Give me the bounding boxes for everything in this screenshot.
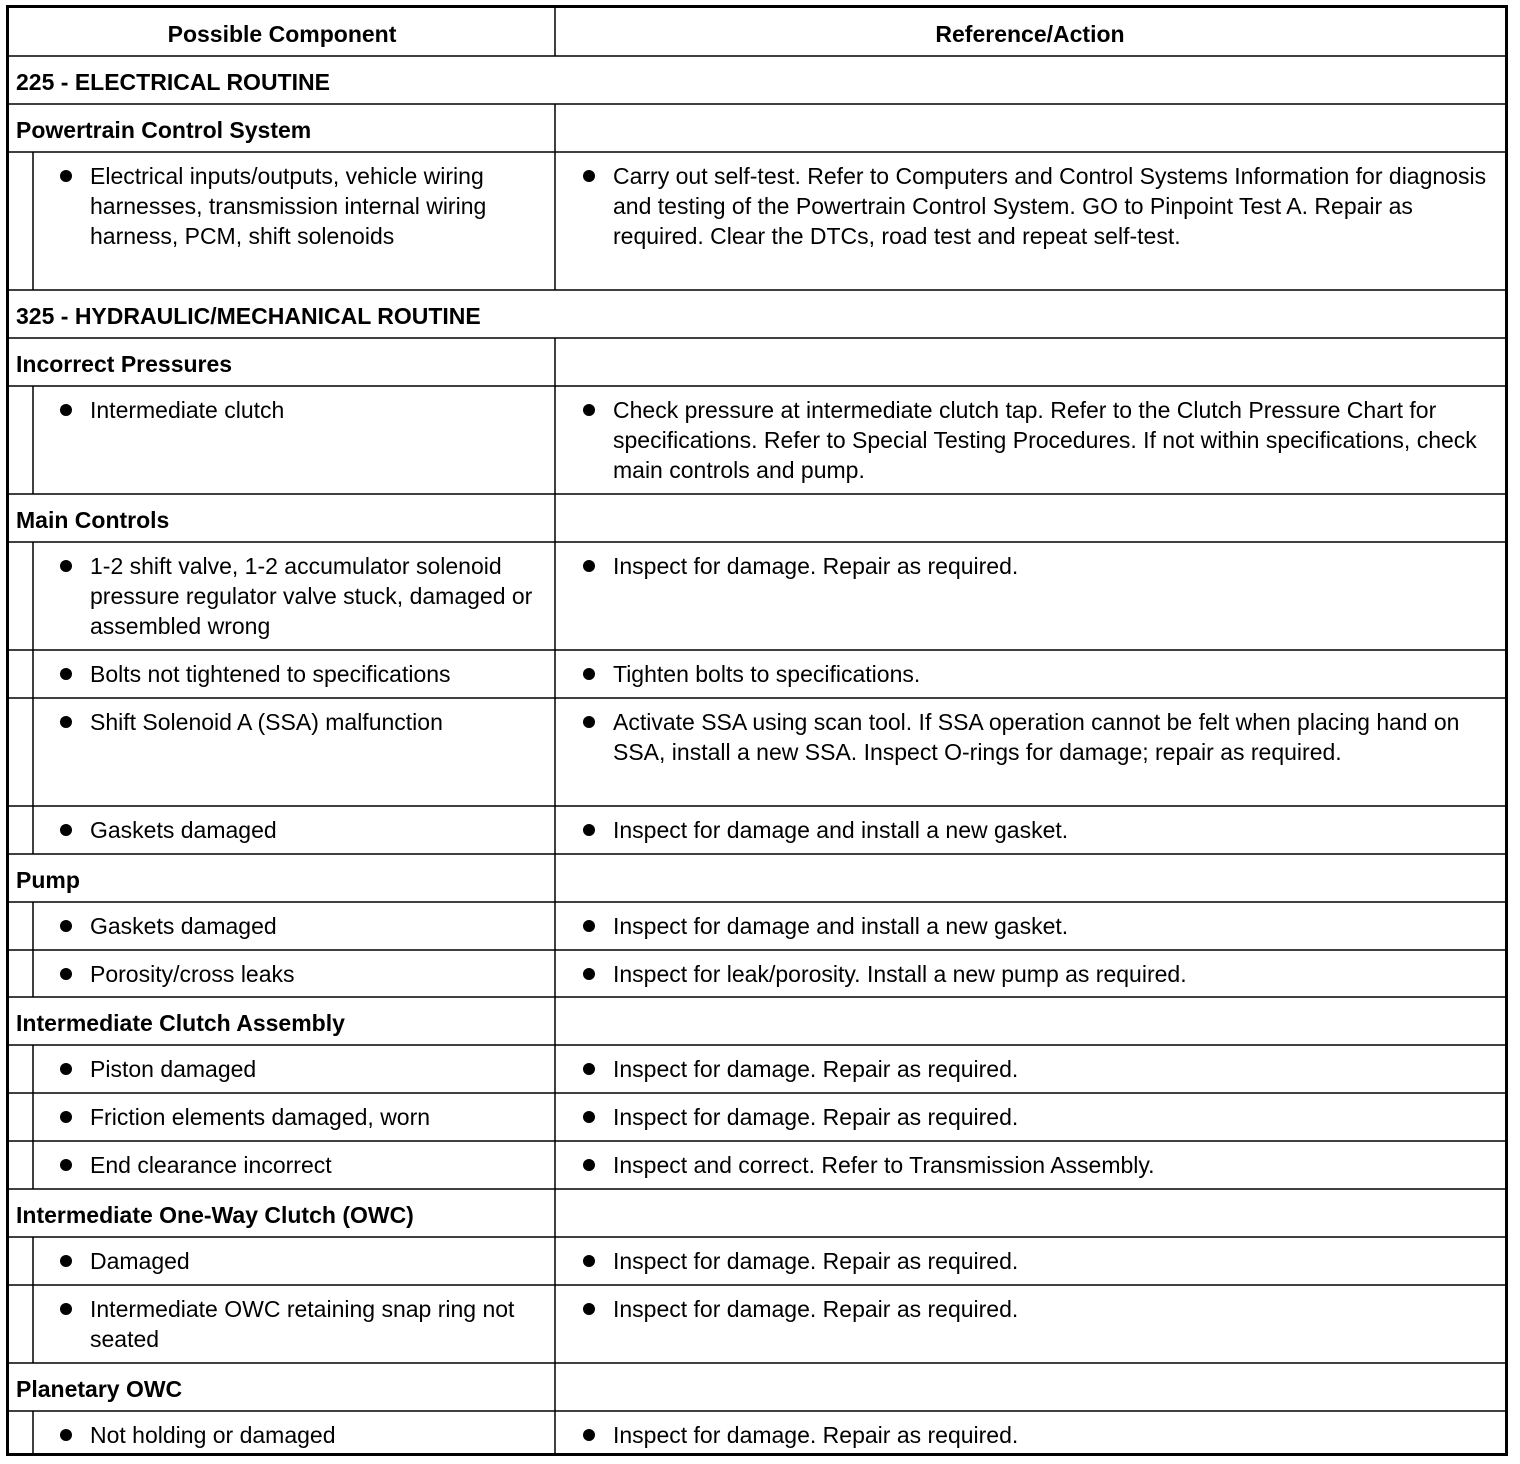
component-text: Damaged [90, 1248, 190, 1274]
bullet-icon [583, 668, 595, 680]
bullet-icon [60, 968, 72, 980]
group-row [9, 494, 1505, 542]
table-row [9, 1093, 1505, 1141]
bullet-icon [583, 170, 595, 182]
column-header-action: Reference/Action [935, 21, 1125, 47]
bullet-icon [60, 824, 72, 836]
action-text: Inspect for damage and install a new gasket. [613, 817, 1069, 843]
bullet-icon [583, 920, 595, 932]
table-header-row [9, 8, 1505, 56]
bullet-icon [60, 1111, 72, 1123]
bullet-icon [583, 404, 595, 416]
bullet-icon [60, 404, 72, 416]
bullet-icon [60, 1255, 72, 1267]
table-row [9, 806, 1505, 854]
group-row [9, 338, 1505, 386]
component-text: Not holding or damaged [90, 1422, 336, 1448]
action-text: Inspect for damage and install a new gasket. [613, 913, 1069, 939]
component-text: 1-2 shift valve, 1-2 accumulator solenoid pressure regulator valve stuck, damaged or assembled wrong [90, 553, 533, 639]
action-text: Inspect for damage. Repair as required. [613, 1104, 1019, 1130]
component-text: Gaskets damaged [90, 817, 277, 843]
group-row [9, 104, 1505, 152]
bullet-icon [583, 1159, 595, 1171]
component-text: Intermediate clutch [90, 397, 285, 423]
component-text: Gaskets damaged [90, 913, 277, 939]
section-heading: 225 - ELECTRICAL ROUTINE [16, 69, 330, 95]
bullet-icon [583, 1429, 595, 1441]
table-body [9, 8, 1505, 1453]
group-row [9, 1363, 1505, 1411]
bullet-icon [60, 668, 72, 680]
action-text: Inspect for damage. Repair as required. [613, 1056, 1019, 1082]
table-row [9, 542, 1505, 650]
table-row [9, 950, 1505, 997]
component-text: Friction elements damaged, worn [90, 1104, 431, 1130]
component-text: Bolts not tightened to specifications [90, 661, 451, 687]
action-text: Inspect and correct. Refer to Transmission Assembly. [613, 1152, 1155, 1178]
component-text: Shift Solenoid A (SSA) malfunction [90, 709, 443, 735]
component-text: Electrical inputs/outputs, vehicle wiring harnesses, transmission internal wiring harness, PCM, shift solenoids [90, 163, 487, 249]
group-heading: Intermediate Clutch Assembly [16, 1010, 345, 1036]
bullet-icon [60, 1063, 72, 1075]
group-heading: Intermediate One-Way Clutch (OWC) [16, 1202, 414, 1228]
table-row [9, 650, 1505, 698]
bullet-icon [60, 1429, 72, 1441]
section-row [9, 56, 1505, 104]
action-text: Carry out self-test. Refer to Computers and Control Systems Information for diagnosis and testing of the Powertrain Control System. GO to Pinpoint Test A. Repair as required. Clear the DTCs, road test and repeat self-test. [613, 163, 1487, 249]
action-text: Inspect for damage. Repair as required. [613, 553, 1019, 579]
bullet-icon [583, 1255, 595, 1267]
bullet-icon [583, 716, 595, 728]
bullet-icon [60, 170, 72, 182]
bullet-icon [583, 1111, 595, 1123]
bullet-icon [583, 824, 595, 836]
action-text: Inspect for damage. Repair as required. [613, 1248, 1019, 1274]
action-text: Inspect for damage. Repair as required. [613, 1296, 1019, 1322]
table-row [9, 1411, 1505, 1453]
action-text: Activate SSA using scan tool. If SSA operation cannot be felt when placing hand on SSA, install a new SSA. Inspect O-rings for damage; repair as required. [613, 709, 1460, 765]
table-row [9, 1285, 1505, 1363]
bullet-icon [60, 1303, 72, 1315]
component-text: Porosity/cross leaks [90, 961, 295, 987]
group-heading: Incorrect Pressures [16, 351, 233, 377]
action-text: Inspect for damage. Repair as required. [613, 1422, 1019, 1448]
group-row [9, 854, 1505, 902]
table-row [9, 698, 1505, 806]
section-row [9, 290, 1505, 338]
column-header-component: Possible Component [167, 21, 397, 47]
bullet-icon [60, 920, 72, 932]
group-heading: Main Controls [16, 507, 170, 533]
action-text: Inspect for leak/porosity. Install a new pump as required. [613, 961, 1187, 987]
component-text: Intermediate OWC retaining snap ring not seated [90, 1296, 515, 1352]
group-row [9, 1189, 1505, 1237]
bullet-icon [60, 560, 72, 572]
group-heading: Pump [16, 867, 80, 893]
bullet-icon [583, 560, 595, 572]
table-row [9, 1237, 1505, 1285]
group-heading: Powertrain Control System [16, 117, 312, 143]
bullet-icon [60, 1159, 72, 1171]
table-row [9, 152, 1505, 290]
bullet-icon [583, 1063, 595, 1075]
action-text: Check pressure at intermediate clutch tap. Refer to the Clutch Pressure Chart for specifications. Refer to Special Testing Procedures. If not within specifications, check main controls and pump. [613, 397, 1477, 483]
bullet-icon [583, 968, 595, 980]
section-heading: 325 - HYDRAULIC/MECHANICAL ROUTINE [16, 303, 481, 329]
group-heading: Planetary OWC [16, 1376, 183, 1402]
bullet-icon [583, 1303, 595, 1315]
table-row [9, 1045, 1505, 1093]
diagnosis-table [6, 5, 1508, 1456]
bullet-icon [60, 716, 72, 728]
action-text: Tighten bolts to specifications. [613, 661, 921, 687]
table-row [9, 1141, 1505, 1189]
table-row [9, 902, 1505, 950]
table-row [9, 386, 1505, 494]
component-text: End clearance incorrect [90, 1152, 332, 1178]
component-text: Piston damaged [90, 1056, 257, 1082]
group-row [9, 997, 1505, 1045]
